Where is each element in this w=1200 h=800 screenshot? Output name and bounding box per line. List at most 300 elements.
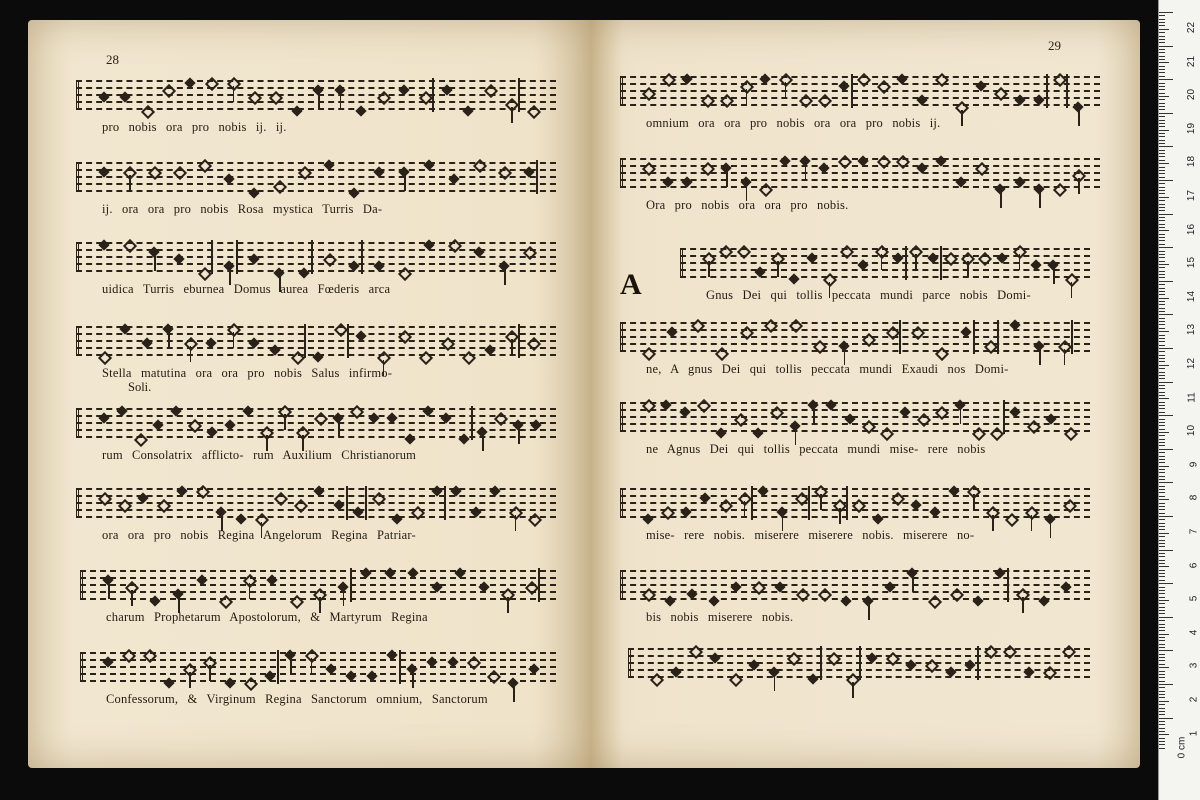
ruler-tick (1159, 160, 1165, 161)
bar-line (973, 320, 975, 354)
ruler-tick (1159, 694, 1165, 695)
clef (620, 322, 635, 352)
ruler-tick (1159, 650, 1173, 651)
open-book (8, 20, 1148, 782)
ruler-tick (1159, 546, 1165, 547)
staff (620, 488, 1090, 518)
lyrics-line: mise- rere nobis. miserere miserere nobis. miserere no- (646, 528, 975, 542)
staff-line (76, 256, 556, 258)
ruler-tick (1159, 79, 1173, 80)
lyrics-line: ne Agnus Dei qui tollis peccata mundi mise- rere nobis (646, 442, 986, 456)
ruler-tick (1159, 644, 1165, 645)
ruler-number: 11 (1186, 391, 1198, 403)
clef (680, 248, 695, 278)
ruler-tick (1159, 284, 1165, 285)
ruler-tick (1159, 113, 1173, 114)
ruler-tick (1159, 368, 1165, 369)
ruler-tick (1159, 704, 1165, 705)
ruler-tick (1159, 607, 1165, 608)
ruler-tick (1159, 610, 1165, 611)
ruler-number: 9 (1188, 461, 1200, 468)
ruler-tick (1159, 492, 1165, 493)
ruler-tick (1159, 153, 1165, 154)
staff-line (76, 183, 556, 185)
music-system (80, 652, 556, 714)
note-stem (915, 254, 917, 270)
staff-line (76, 436, 556, 438)
ruler-tick (1159, 462, 1165, 463)
ruler-tick (1159, 533, 1169, 534)
ruler-tick (1159, 15, 1165, 16)
ruler-number: 12 (1185, 357, 1197, 370)
note-stem (511, 339, 513, 355)
ruler-tick (1159, 654, 1165, 655)
ruler-tick (1159, 435, 1165, 436)
bar-line (1066, 74, 1068, 108)
ruler-tick (1159, 456, 1165, 457)
music-system (620, 322, 1090, 384)
ruler-tick (1159, 126, 1165, 127)
ruler-tick (1159, 36, 1165, 37)
staff (620, 76, 1100, 106)
lyrics-line: pro nobis ora pro nobis ij. ij. (102, 120, 287, 134)
clef (620, 76, 635, 106)
bar-line (304, 324, 306, 358)
ruler-tick (1159, 647, 1165, 648)
ruler-tick (1159, 301, 1165, 302)
page-number-left: 28 (106, 52, 119, 67)
note-stem (190, 346, 192, 362)
ruler-tick (1159, 714, 1165, 715)
ruler-tick (1159, 674, 1165, 675)
ruler-tick (1159, 331, 1169, 332)
ruler-tick (1159, 550, 1173, 551)
ruler-tick (1159, 220, 1165, 221)
ruler-tick (1159, 687, 1165, 688)
ruler-tick (1159, 86, 1165, 87)
ruler-number: 15 (1185, 257, 1197, 269)
lyrics-line: Ora pro nobis ora ora pro nobis. (646, 198, 849, 212)
ruler-tick (1159, 42, 1165, 43)
ruler-tick (1159, 308, 1165, 309)
staff (80, 570, 556, 600)
ruler-tick (1159, 523, 1165, 524)
bar-line (236, 240, 238, 274)
ruler-tick (1159, 56, 1165, 57)
note-stem (852, 682, 854, 698)
staff-line (620, 329, 1090, 331)
ruler-tick (1159, 419, 1165, 420)
note-stem (1078, 178, 1080, 194)
ruler-tick (1159, 240, 1165, 241)
clef (76, 162, 91, 192)
staff-line (620, 104, 1100, 106)
note-stem (785, 82, 787, 98)
note-stem (189, 672, 191, 688)
clef (620, 570, 635, 600)
staff-line (76, 242, 556, 244)
note-stem (233, 86, 235, 102)
ruler-tick (1159, 499, 1169, 500)
staff (628, 648, 1090, 678)
ruler-tick (1159, 432, 1169, 433)
ruler-tick (1159, 294, 1165, 295)
note-stem (249, 583, 251, 599)
bar-line (277, 650, 279, 684)
clef (620, 402, 635, 432)
ruler-tick (1159, 489, 1165, 490)
ruler-tick (1159, 19, 1165, 20)
note-stem (912, 576, 914, 592)
note-stem (404, 175, 406, 191)
note-stem (343, 590, 345, 606)
note-stem (168, 332, 170, 348)
ruler-tick (1159, 69, 1165, 70)
note-stem (973, 494, 975, 510)
bar-line (997, 320, 999, 354)
staff-line (620, 402, 1090, 404)
ruler-tick (1159, 257, 1165, 258)
bar-line (820, 646, 822, 680)
note-stem (746, 89, 748, 105)
ruler-tick (1159, 731, 1165, 732)
ruler-tick (1159, 372, 1165, 373)
ruler-tick (1159, 207, 1165, 208)
bar-line (361, 240, 363, 274)
bar-line (851, 74, 853, 108)
bar-line (518, 78, 520, 112)
measurement-ruler (1158, 0, 1200, 800)
ruler-tick (1159, 274, 1165, 275)
ruler-tick (1159, 627, 1165, 628)
note-stem (290, 658, 292, 674)
staff (76, 242, 556, 272)
ruler-tick (1159, 237, 1165, 238)
note-stem (881, 254, 883, 270)
staff-line (620, 430, 1090, 432)
ruler-tick (1159, 62, 1169, 63)
ruler-tick (1159, 671, 1165, 672)
ruler-number: 10 (1185, 425, 1197, 437)
bar-line (536, 160, 538, 194)
ruler-tick (1159, 472, 1165, 473)
clef (80, 652, 95, 682)
ruler-tick (1159, 449, 1173, 450)
ruler-tick (1159, 375, 1165, 376)
ruler-tick (1159, 204, 1165, 205)
bar-line (399, 650, 401, 684)
ruler-tick (1159, 388, 1165, 389)
ruler-unit-label: 0 cm (1176, 736, 1188, 759)
right-page (590, 20, 1140, 768)
staff-line (76, 169, 556, 171)
ruler-tick (1159, 116, 1165, 117)
staff-line (680, 262, 1090, 264)
music-system (76, 242, 556, 304)
ruler-tick (1159, 66, 1165, 67)
note-stem (340, 93, 342, 109)
ruler-tick (1159, 187, 1165, 188)
lyrics-line: omnium ora ora pro nobis ora ora pro nobis ij. (646, 116, 941, 130)
ruler-tick (1159, 509, 1165, 510)
note-stem (820, 494, 822, 510)
clef (620, 488, 635, 518)
lyrics-line: ora ora pro nobis Regina Angelorum Regina Patriar- (102, 528, 416, 542)
lyrics-line: bis nobis miserere nobis. (646, 610, 794, 624)
ruler-tick (1159, 408, 1165, 409)
ruler-number: 3 (1188, 663, 1200, 669)
ruler-tick (1159, 214, 1173, 215)
staff-line (620, 90, 1100, 92)
ruler-tick (1159, 133, 1165, 134)
note-stem (708, 261, 710, 277)
ruler-tick (1159, 291, 1165, 292)
note-stem (233, 332, 235, 348)
note-stem (209, 665, 211, 681)
lyrics-line: rum Consolatrix afflicto- rum Auxilium Christianorum (102, 448, 417, 462)
note-stem (967, 261, 969, 277)
note-stem (412, 672, 414, 688)
staff (680, 248, 1090, 278)
ruler-tick (1159, 130, 1169, 131)
ruler-tick (1159, 718, 1173, 719)
note-stem (1053, 268, 1055, 284)
ruler-tick (1159, 681, 1165, 682)
ruler-tick (1159, 540, 1165, 541)
ruler-tick (1159, 620, 1165, 621)
ruler-tick (1159, 32, 1165, 33)
ruler-number: 16 (1185, 223, 1197, 235)
ruler-tick (1159, 503, 1165, 504)
staff-line (620, 97, 1100, 99)
ruler-tick (1159, 543, 1165, 544)
staff-line (80, 666, 556, 668)
ruler-tick (1159, 734, 1169, 735)
note-stem (154, 255, 156, 271)
ruler-tick (1159, 519, 1165, 520)
ruler-tick (1159, 708, 1165, 709)
staff-line (76, 263, 556, 265)
staff-line (620, 423, 1090, 425)
ruler-tick (1159, 365, 1169, 366)
ruler-tick (1159, 583, 1173, 584)
ruler-number: 1 (1188, 730, 1200, 736)
lyrics-line: ne, A gnus Dei qui tollis peccata mundi Exaudi nos Domi- (646, 362, 1009, 376)
clef (80, 570, 95, 600)
ruler-tick (1159, 311, 1165, 312)
ruler-tick (1159, 244, 1165, 245)
ruler-tick (1159, 613, 1165, 614)
ruler-tick (1159, 304, 1165, 305)
bar-line (808, 486, 810, 520)
ruler-number: 19 (1185, 122, 1197, 134)
ruler-tick (1159, 600, 1169, 601)
ruler-tick (1159, 422, 1165, 423)
staff (620, 402, 1090, 432)
music-system (76, 162, 556, 224)
ruler-tick (1159, 76, 1165, 77)
ruler-number: 20 (1185, 89, 1197, 101)
ruler-number: 13 (1185, 324, 1197, 336)
ruler-tick (1159, 348, 1173, 349)
ruler-tick (1159, 378, 1165, 379)
ruler-number: 17 (1185, 189, 1197, 202)
ruler-tick (1159, 382, 1173, 383)
staff-line (80, 570, 556, 572)
ruler-tick (1159, 496, 1165, 497)
bar-line (518, 324, 520, 358)
ruler-tick (1159, 59, 1165, 60)
note-stem (131, 590, 133, 606)
ruler-tick (1159, 385, 1165, 386)
note-stem (311, 658, 313, 674)
ruler-tick (1159, 143, 1165, 144)
bar-line (1007, 568, 1009, 602)
ruler-tick (1159, 415, 1173, 416)
staff-line (76, 176, 556, 178)
staff (76, 80, 556, 110)
clef (628, 648, 643, 678)
ruler-tick (1159, 667, 1169, 668)
staff (620, 158, 1100, 188)
note-stem (960, 408, 962, 424)
ruler-tick (1159, 526, 1165, 527)
music-system (620, 570, 1090, 632)
ruler-tick (1159, 200, 1165, 201)
music-system (620, 488, 1090, 550)
ruler-tick (1159, 580, 1165, 581)
staff-line (620, 336, 1090, 338)
ruler-tick (1159, 721, 1165, 722)
note-stem (744, 501, 746, 517)
ruler-tick (1159, 12, 1173, 13)
note-stem (777, 261, 779, 277)
note-stem (338, 421, 340, 437)
ruler-tick (1159, 136, 1165, 137)
ruler-tick (1159, 617, 1173, 618)
clef (620, 158, 635, 188)
clef (76, 242, 91, 272)
ruler-tick (1159, 93, 1165, 94)
ruler-tick (1159, 99, 1165, 100)
bar-line (211, 240, 213, 274)
staff-line (620, 186, 1100, 188)
ruler-tick (1159, 22, 1165, 23)
bar-line (1046, 74, 1048, 108)
ruler-number: 22 (1185, 21, 1197, 34)
ruler-tick (1159, 251, 1165, 252)
staff-line (76, 326, 556, 328)
music-system (680, 248, 1090, 310)
ruler-tick (1159, 167, 1165, 168)
staff-line (76, 422, 556, 424)
ruler-number: 4 (1188, 629, 1200, 636)
note-stem (318, 93, 320, 109)
staff-line (620, 165, 1100, 167)
ruler-tick (1159, 96, 1169, 97)
staff-line (620, 516, 1090, 518)
note-stem (1019, 254, 1021, 270)
ruler-tick (1159, 193, 1165, 194)
ruler-tick (1159, 109, 1165, 110)
music-system (628, 648, 1090, 710)
ruler-tick (1159, 657, 1165, 658)
ruler-tick (1159, 52, 1165, 53)
ruler-tick (1159, 361, 1165, 362)
bar-line (1003, 400, 1005, 434)
bar-line (846, 486, 848, 520)
ruler-number: 7 (1188, 528, 1200, 535)
ruler-tick (1159, 402, 1165, 403)
ruler-number: 5 (1188, 595, 1200, 602)
ruler-tick (1159, 140, 1165, 141)
ruler-tick (1159, 156, 1165, 157)
ruler-tick (1159, 563, 1165, 564)
ruler-tick (1159, 513, 1165, 514)
note-stem (726, 171, 728, 187)
ruler-tick (1159, 318, 1165, 319)
staff-line (80, 673, 556, 675)
ruler-tick (1159, 476, 1165, 477)
ruler-tick (1159, 224, 1165, 225)
ruler-tick (1159, 89, 1165, 90)
ruler-tick (1159, 536, 1165, 537)
staff-line (76, 101, 556, 103)
ruler-tick (1159, 358, 1165, 359)
lyrics-line: Confessorum, & Virginum Regina Sanctorum omnium, Sanctorum (106, 692, 488, 706)
staff-line (620, 495, 1090, 497)
bar-line (471, 406, 473, 440)
ruler-tick (1159, 482, 1173, 483)
bar-line (346, 486, 348, 520)
ruler-tick (1159, 261, 1165, 262)
bar-line (444, 486, 446, 520)
bar-line (347, 324, 349, 358)
ruler-tick (1159, 190, 1165, 191)
staff-line (620, 584, 1090, 586)
ruler-tick (1159, 197, 1169, 198)
ruler-tick (1159, 587, 1165, 588)
ruler-tick (1159, 691, 1165, 692)
staff-line (620, 343, 1090, 345)
ruler-tick (1159, 103, 1165, 104)
ruler-tick (1159, 39, 1165, 40)
bar-line (751, 486, 753, 520)
ruler-tick (1159, 120, 1165, 121)
music-system (76, 326, 556, 394)
music-system (76, 408, 556, 470)
page-number-right: 29 (1048, 38, 1061, 53)
note-stem (805, 164, 807, 180)
ruler-tick (1159, 227, 1165, 228)
staff (76, 488, 556, 518)
staff-line (80, 680, 556, 682)
ruler-tick (1159, 466, 1169, 467)
ruler-tick (1159, 247, 1173, 248)
ruler-tick (1159, 630, 1165, 631)
ruler-tick (1159, 163, 1169, 164)
bar-line (1071, 320, 1073, 354)
staff-line (76, 502, 556, 504)
ruler-tick (1159, 486, 1165, 487)
ruler-tick (1159, 150, 1165, 151)
ruler-number: 21 (1185, 55, 1197, 67)
ruler-tick (1159, 324, 1165, 325)
clef (76, 80, 91, 110)
left-page (28, 20, 590, 768)
ruler-tick (1159, 351, 1165, 352)
staff-line (76, 270, 556, 272)
